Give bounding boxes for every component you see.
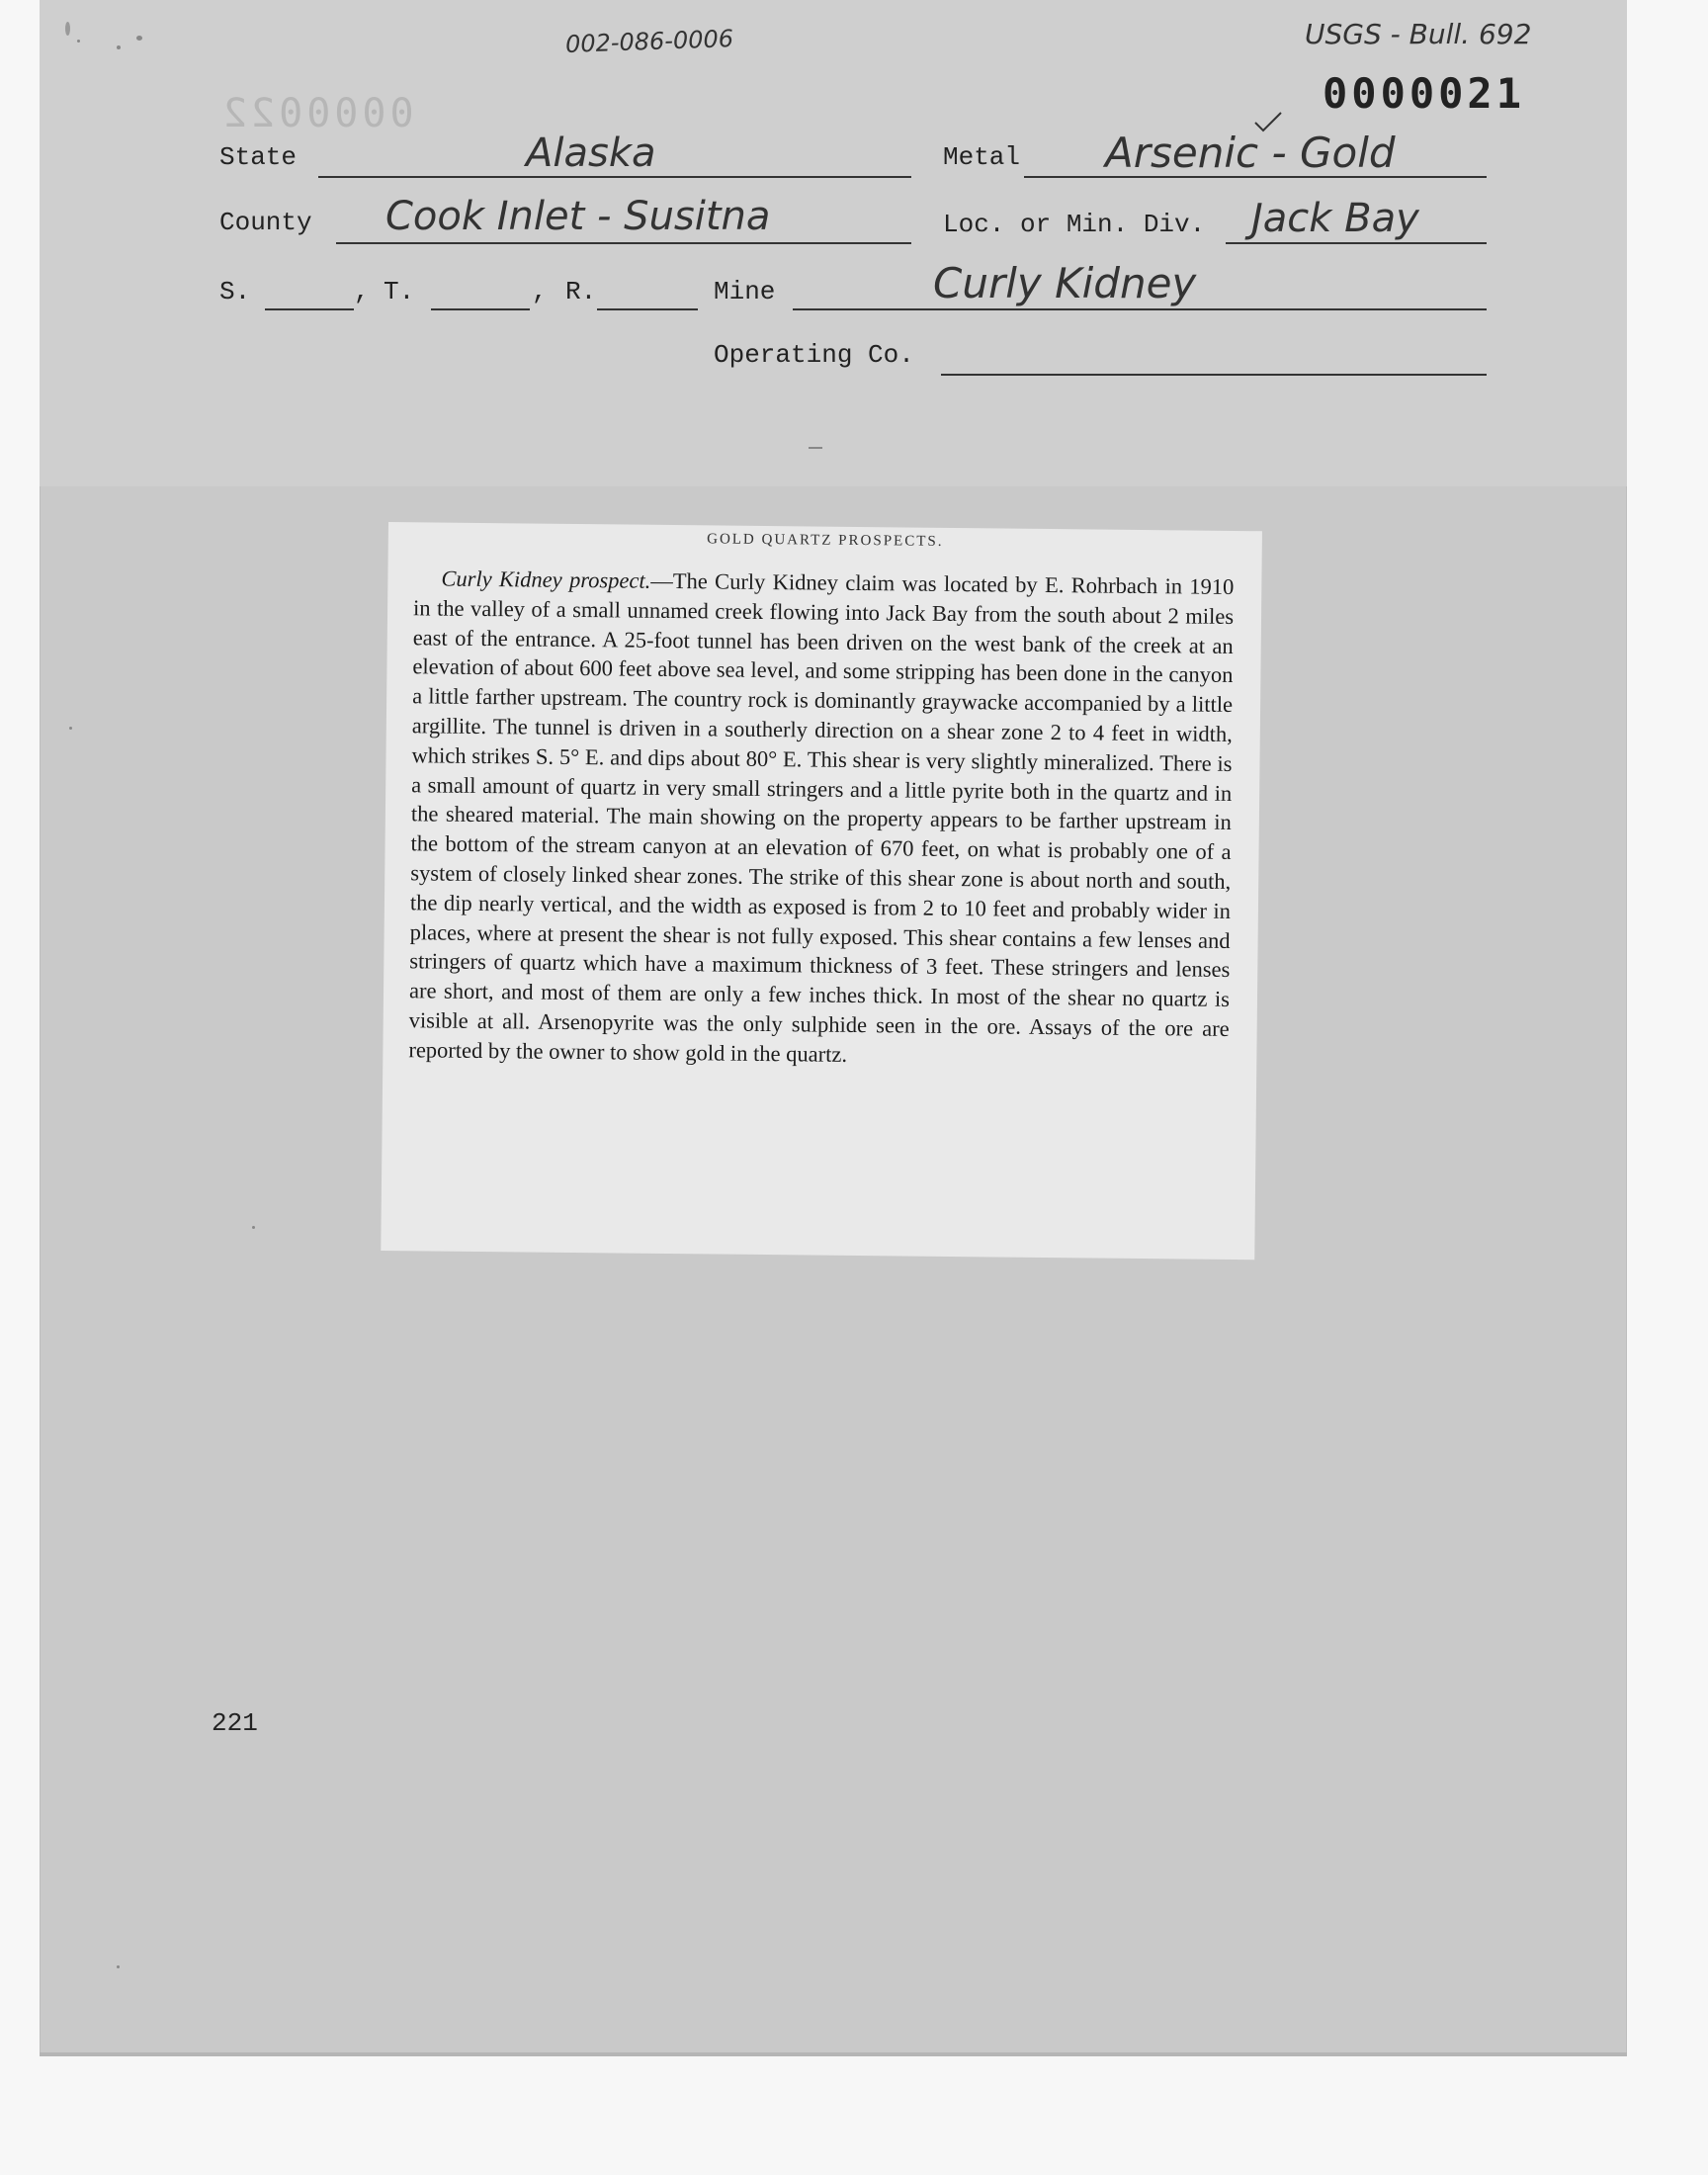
division-label: Loc. or Min. Div.	[943, 210, 1206, 239]
scan-speck	[136, 36, 142, 41]
operating-company-label: Operating Co.	[714, 340, 914, 370]
scan-speck	[77, 40, 80, 43]
metal-value: Arsenic - Gold	[1105, 129, 1396, 177]
scan-speck	[65, 22, 70, 36]
township-line	[431, 308, 530, 310]
county-line	[336, 242, 911, 244]
range-label: R.	[565, 277, 597, 306]
mine-label: Mine	[714, 277, 776, 306]
section-line	[265, 308, 354, 310]
township-comma: ,	[532, 277, 548, 306]
page-number: 221	[212, 1708, 258, 1738]
county-label: County	[219, 208, 312, 237]
scan-speck	[117, 1965, 120, 1968]
ghost-record-number: 0000022	[219, 91, 414, 136]
township-label: T.	[384, 277, 415, 306]
county-value: Cook Inlet - Susitna	[385, 194, 771, 239]
record-number-stamp: 0000021	[1323, 69, 1526, 118]
state-label: State	[219, 142, 298, 172]
clipping-heading: GOLD QUARTZ PROSPECTS.	[707, 531, 944, 550]
clipping-lead: Curly Kidney prospect.	[441, 566, 651, 593]
scan-speck	[69, 727, 72, 730]
source-reference: USGS - Bull. 692	[1305, 18, 1532, 50]
file-code: 002-086-0006	[564, 25, 734, 58]
scan-speck	[117, 45, 121, 49]
division-line	[1226, 242, 1487, 244]
pasted-clipping	[381, 522, 1262, 1260]
state-line	[318, 176, 911, 178]
sheet-edge	[40, 2052, 1627, 2056]
clipping-body: —The Curly Kidney claim was located by E. Rohrbach in 1910 in the valley of a small unnamed creek flowing into Jack Bay from the south about 2 miles east of the entrance. A 25-foot tunnel has been driven on the west bank of the creek at an elevation of about 600 feet above sea level, and some stripping has been done in the canyon a little farther upstream. The country rock is dominantly graywacke accompanied by a little argillite. The tunnel is driven in a southerly direction on a shear zone 2 to 4 feet in width, which strikes S. 5° E. and dips about 80° E. This shear is very slightly mineralized. There is a small amount of quartz in very small stringers and a little pyrite both in the quartz and in the sheared material. The main showing on the property appears to be farther upstream in the bottom of the stream canyon at an elevation of 670 feet, on what is probably one of a system of closely linked shear zones. The strike of this shear zone is about north and south, the dip nearly vertical, and the width as exposed is from 2 to 10 feet and probably wider in places, where at present the shear is not fully exposed. This shear contains a few lenses and stringers of quartz which have a maximum thickness of 3 feet. These stringers and lenses are short, and most of them are only a few inches thick. In most of the shear no quartz is visible at all. Arsenopyrite was the only sulphide seen in the ore. Assays of the ore are reported by the owner to show gold in the quartz.	[408, 567, 1235, 1067]
state-value: Alaska	[526, 130, 656, 176]
section-comma: ,	[354, 277, 370, 306]
metal-label: Metal	[943, 142, 1021, 172]
mine-line	[793, 308, 1487, 310]
range-line	[597, 308, 698, 310]
mine-value: Curly Kidney	[933, 259, 1197, 307]
division-value: Jack Bay	[1251, 196, 1419, 241]
scan-speck	[809, 447, 822, 449]
scan-speck	[252, 1226, 255, 1229]
operating-company-line	[941, 374, 1487, 376]
clipping-text	[408, 564, 1234, 1073]
section-label: S.	[219, 277, 251, 306]
